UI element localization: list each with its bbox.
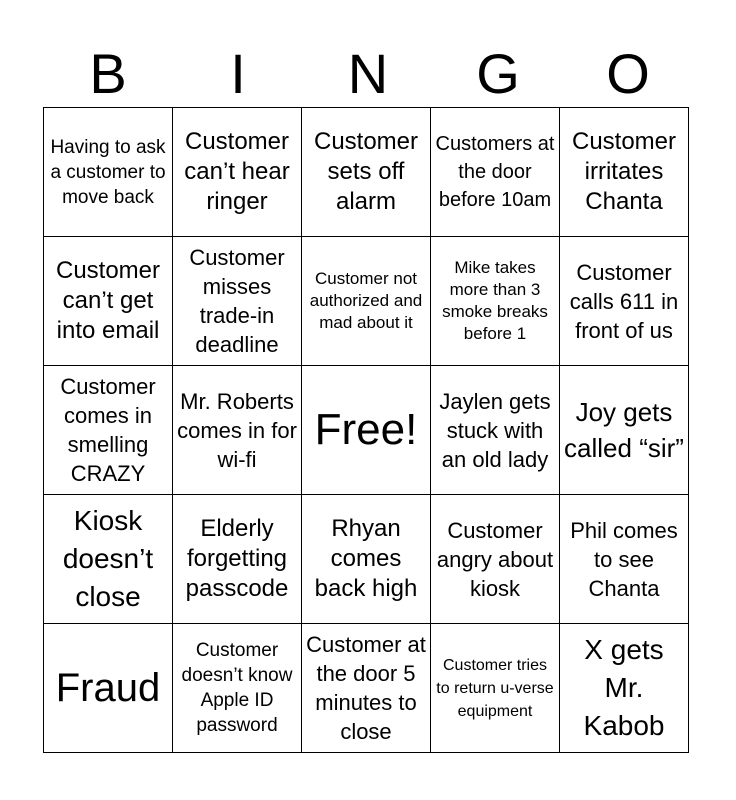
bingo-cell[interactable] <box>173 624 302 753</box>
cell-text: Customer comes in smelling CRAZY <box>60 374 156 486</box>
bingo-cell[interactable] <box>44 624 173 753</box>
header-letter-i: I <box>230 42 246 105</box>
bingo-cell[interactable] <box>173 237 302 366</box>
board-row <box>44 624 689 753</box>
cell-text: Elderly forgetting passcode <box>185 515 289 602</box>
cell-text: Customer calls 611 in front of us <box>569 259 679 343</box>
bingo-board <box>43 107 689 753</box>
bingo-cell[interactable] <box>431 237 560 366</box>
bingo-cell[interactable] <box>302 108 431 237</box>
bingo-cell[interactable] <box>302 495 431 624</box>
cell-text: Fraud <box>55 666 161 710</box>
cell-text: Customer sets off alarm <box>313 128 419 215</box>
bingo-cell[interactable] <box>431 624 560 753</box>
bingo-cell[interactable] <box>44 366 173 495</box>
free-space-text: Free! <box>314 405 418 454</box>
cell-text: Jaylen gets stuck with an old lady <box>439 388 551 472</box>
bingo-cell[interactable] <box>44 495 173 624</box>
bingo-cell[interactable] <box>431 495 560 624</box>
cell-text: Rhyan comes back high <box>314 515 418 602</box>
header-letter-n: N <box>347 42 389 105</box>
cell-text: Customer angry about kiosk <box>436 517 554 601</box>
bingo-cell[interactable] <box>173 495 302 624</box>
cell-text: Joy gets called “sir” <box>564 397 684 463</box>
header-letter-g: G <box>476 42 520 105</box>
bingo-cell[interactable] <box>560 237 689 366</box>
cell-text: Phil comes to see Chanta <box>570 517 678 601</box>
bingo-cell[interactable] <box>302 237 431 366</box>
cell-text: Customer misses trade-in deadline <box>189 245 285 357</box>
cell-text: Kiosk doesn’t close <box>62 505 154 612</box>
bingo-cell[interactable] <box>560 366 689 495</box>
cell-text: Having to ask a customer to move back <box>50 136 166 208</box>
bingo-cell[interactable] <box>173 366 302 495</box>
board-row <box>44 237 689 366</box>
board-row <box>44 495 689 624</box>
cell-text: Customer at the door 5 minutes to close <box>306 632 426 744</box>
bingo-cell[interactable] <box>302 624 431 753</box>
header-letter-o: O <box>606 42 650 105</box>
bingo-cell[interactable] <box>560 624 689 753</box>
board-row <box>44 366 689 495</box>
bingo-cell[interactable] <box>44 108 173 237</box>
cell-text: Mike takes more than 3 smoke breaks before 1 <box>442 258 548 343</box>
bingo-cell[interactable] <box>431 366 560 495</box>
cell-text: Customer not authorized and mad about it <box>309 269 423 332</box>
header-letter-b: B <box>89 42 127 105</box>
cell-text: Customer can’t get into email <box>55 257 161 344</box>
bingo-cell[interactable] <box>44 237 173 366</box>
cell-text: Customer irritates Chanta <box>571 128 677 215</box>
cell-text: Customers at the door before 10am <box>435 133 555 211</box>
bingo-cell[interactable] <box>173 108 302 237</box>
cell-text: Mr. Roberts comes in for wi-fi <box>177 388 297 472</box>
bingo-cell[interactable] <box>431 108 560 237</box>
cell-text: Customer doesn’t know Apple ID password <box>181 640 293 736</box>
free-space-cell[interactable] <box>302 366 431 495</box>
bingo-header <box>43 40 693 108</box>
bingo-cell[interactable] <box>560 495 689 624</box>
cell-text: X gets Mr. Kabob <box>583 634 665 741</box>
board-row <box>44 108 689 237</box>
bingo-cell[interactable] <box>560 108 689 237</box>
cell-text: Customer can’t hear ringer <box>184 128 290 215</box>
cell-text: Customer tries to return u-verse equipment <box>436 656 554 720</box>
